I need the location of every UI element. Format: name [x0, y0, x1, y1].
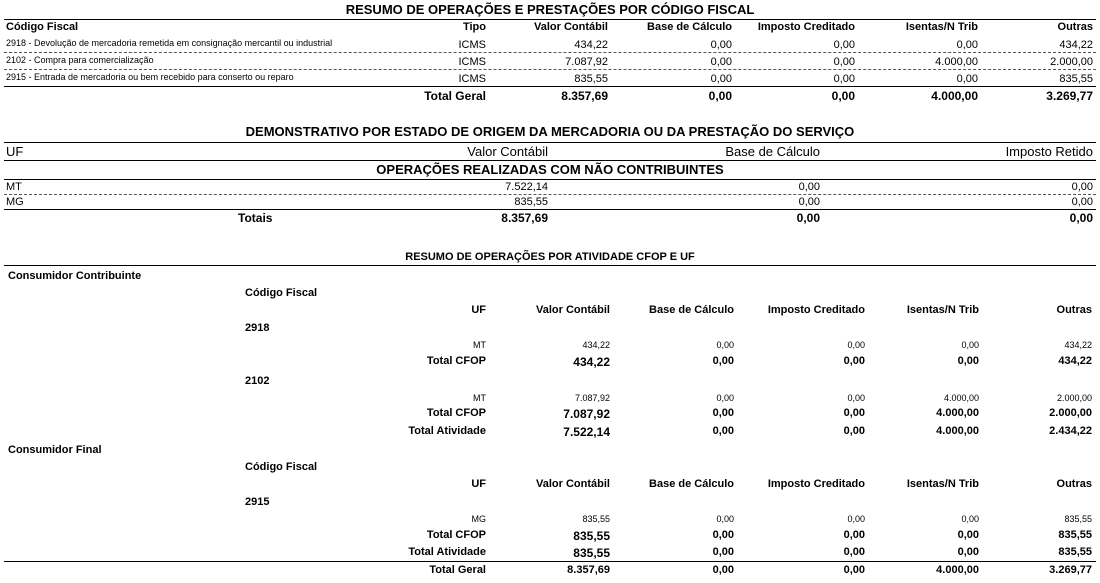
header-outras: Outras	[1057, 21, 1093, 33]
total-atividade-base: 0,00	[712, 546, 734, 558]
total-atividade-valor: 835,55	[573, 546, 610, 560]
total-atividade-isentas: 4.000,00	[936, 425, 979, 437]
cfop-row-outras: 434,22	[1064, 340, 1092, 350]
section3-title: RESUMO DE OPERAÇÕES POR ATIVIDADE CFOP E UF	[405, 251, 695, 263]
total-cfop-base: 0,00	[712, 407, 734, 419]
total-atividade-base: 0,00	[712, 425, 734, 437]
header-valor-contabil: Valor Contábil	[536, 478, 610, 490]
section2-subtitle: OPERAÇÕES REALIZADAS COM NÃO CONTRIBUINTES	[376, 162, 724, 177]
cfop-row-isentas: 4.000,00	[943, 393, 979, 403]
total-cfop-label: Total CFOP	[426, 355, 486, 367]
divider	[4, 19, 1096, 20]
uf-row-valor: 7.522,14	[505, 181, 548, 193]
total-cfop-outras: 835,55	[1058, 529, 1092, 541]
cfop-row-valor: 434,22	[582, 340, 610, 350]
cfop-code: 2918	[245, 322, 270, 334]
cfop-row-outras: 835,55	[1059, 73, 1093, 85]
cfop-row-base: 0,00	[716, 514, 734, 524]
header-valor-contabil: Valor Contábil	[536, 304, 610, 316]
cfop-row-tipo: ICMS	[458, 39, 486, 51]
header-valor-contabil: Valor Contábil	[467, 144, 548, 159]
cfop-code: 2915	[245, 496, 270, 508]
row-divider	[4, 52, 1096, 53]
cfop-row-imposto: 0,00	[847, 393, 865, 403]
header-base-calculo: Base de Cálculo	[725, 144, 820, 159]
cfop-row-uf: MT	[473, 340, 486, 350]
cfop-row-uf: MT	[473, 393, 486, 403]
cfop-row-imposto: 0,00	[847, 340, 865, 350]
total-cfop-outras: 2.000,00	[1049, 407, 1092, 419]
cfop-row-tipo: ICMS	[458, 73, 486, 85]
total-atividade-imposto: 0,00	[843, 425, 865, 437]
total-atividade-valor: 7.522,14	[563, 425, 610, 439]
total-geral-isentas: 4.000,00	[936, 564, 979, 576]
codigo-fiscal-label: Código Fiscal	[245, 461, 318, 473]
uf-row-imposto: 0,00	[1071, 196, 1093, 208]
total-geral-outras: 3.269,77	[1046, 89, 1093, 103]
total-cfop-imposto: 0,00	[843, 407, 865, 419]
total-atividade-label: Total Atividade	[408, 546, 486, 558]
cfop-row-base: 0,00	[716, 340, 734, 350]
totais-valor: 8.357,69	[501, 211, 548, 225]
header-base-calculo: Base de Cálculo	[649, 478, 734, 490]
divider	[4, 179, 1096, 180]
cfop-row-imposto: 0,00	[833, 56, 855, 68]
uf-row-uf: MT	[6, 181, 22, 193]
total-geral-outras: 3.269,77	[1049, 564, 1092, 576]
divider	[4, 209, 1096, 210]
cfop-row-imposto: 0,00	[833, 39, 855, 51]
totais-label: Totais	[238, 211, 273, 225]
total-cfop-label: Total CFOP	[426, 529, 486, 541]
cfop-row-imposto: 0,00	[833, 73, 855, 85]
cfop-row-tipo: ICMS	[458, 56, 486, 68]
cfop-row-desc: 2918 - Devolução de mercadoria remetida em consignação mercantil ou industrial	[6, 38, 333, 48]
header-imposto-creditado: Imposto Creditado	[767, 478, 865, 490]
divider	[4, 142, 1096, 143]
cfop-row-outras: 2.000,00	[1056, 393, 1092, 403]
header-outras: Outras	[1056, 478, 1092, 490]
header-isentas: Isentas/N Trib	[906, 478, 979, 490]
total-geral-isentas: 4.000,00	[931, 89, 978, 103]
section2-title: DEMONSTRATIVO POR ESTADO DE ORIGEM DA MERCADORIA OU DA PRESTAÇÃO DO SERVIÇO	[245, 124, 855, 139]
codigo-fiscal-label: Código Fiscal	[245, 287, 318, 299]
total-geral-imposto: 0,00	[831, 89, 855, 103]
cfop-row-valor: 7.087,92	[574, 393, 610, 403]
cfop-row-base: 0,00	[710, 56, 732, 68]
cfop-row-valor: 835,55	[582, 514, 610, 524]
divider	[4, 86, 1096, 87]
header-isentas: Isentas/N Trib	[905, 21, 978, 33]
cfop-row-isentas: 0,00	[961, 340, 979, 350]
cfop-row-outras: 835,55	[1064, 514, 1092, 524]
uf-row-uf: MG	[6, 196, 24, 208]
section1-title: RESUMO DE OPERAÇÕES E PRESTAÇÕES POR CÓDIGO FISCAL	[345, 2, 755, 17]
uf-row-base: 0,00	[798, 181, 820, 193]
cfop-row-base: 0,00	[710, 73, 732, 85]
total-cfop-valor: 434,22	[573, 355, 610, 369]
cfop-row-isentas: 0,00	[956, 73, 978, 85]
header-imposto-creditado: Imposto Creditado	[767, 304, 865, 316]
header-imposto-retido: Imposto Retido	[1005, 144, 1093, 159]
cfop-row-isentas: 4.000,00	[935, 56, 978, 68]
header-base-calculo: Base de Cálculo	[649, 304, 734, 316]
cfop-row-isentas: 0,00	[961, 514, 979, 524]
cfop-row-valor: 7.087,92	[565, 56, 608, 68]
total-cfop-base: 0,00	[712, 355, 734, 367]
header-tipo: Tipo	[462, 21, 486, 33]
row-divider	[4, 69, 1096, 70]
total-cfop-valor: 7.087,92	[563, 407, 610, 421]
cfop-row-desc: 2915 - Entrada de mercadoria ou bem recebido para conserto ou reparo	[6, 72, 294, 82]
uf-row-imposto: 0,00	[1071, 181, 1093, 193]
header-codigo-fiscal: Código Fiscal	[6, 21, 79, 33]
cfop-row-outras: 434,22	[1059, 39, 1093, 51]
header-base-calculo: Base de Cálculo	[647, 21, 732, 33]
row-divider	[4, 194, 1096, 195]
header-uf: UF	[6, 144, 24, 159]
group-title: Consumidor Final	[8, 444, 102, 456]
cfop-row-outras: 2.000,00	[1050, 56, 1093, 68]
total-atividade-outras: 2.434,22	[1049, 425, 1092, 437]
total-cfop-base: 0,00	[712, 529, 734, 541]
cfop-code: 2102	[245, 375, 270, 387]
total-atividade-isentas: 0,00	[957, 546, 979, 558]
divider	[4, 160, 1096, 161]
divider	[4, 265, 1096, 266]
total-geral-base: 0,00	[712, 564, 734, 576]
cfop-row-valor: 434,22	[574, 39, 608, 51]
total-geral-valor: 8.357,69	[561, 89, 608, 103]
header-imposto-creditado: Imposto Creditado	[757, 21, 855, 33]
cfop-row-base: 0,00	[716, 393, 734, 403]
header-uf: UF	[471, 304, 486, 316]
cfop-row-isentas: 0,00	[956, 39, 978, 51]
total-geral-label: Total Geral	[429, 564, 486, 576]
group-title: Consumidor Contribuinte	[8, 270, 142, 282]
cfop-row-valor: 835,55	[574, 73, 608, 85]
total-atividade-label: Total Atividade	[408, 425, 486, 437]
total-cfop-isentas: 4.000,00	[936, 407, 979, 419]
total-cfop-isentas: 0,00	[957, 529, 979, 541]
header-outras: Outras	[1056, 304, 1092, 316]
total-cfop-valor: 835,55	[573, 529, 610, 543]
total-cfop-outras: 434,22	[1058, 355, 1092, 367]
total-geral-base: 0,00	[708, 89, 732, 103]
total-cfop-isentas: 0,00	[957, 355, 979, 367]
total-geral-imposto: 0,00	[843, 564, 865, 576]
totais-imposto: 0,00	[1069, 211, 1093, 225]
uf-row-base: 0,00	[798, 196, 820, 208]
header-isentas: Isentas/N Trib	[906, 304, 979, 316]
total-cfop-imposto: 0,00	[843, 355, 865, 367]
header-uf: UF	[471, 478, 486, 490]
total-geral-valor: 8.357,69	[567, 564, 610, 576]
totais-base: 0,00	[796, 211, 820, 225]
header-valor-contabil: Valor Contábil	[534, 21, 608, 33]
total-atividade-outras: 835,55	[1058, 546, 1092, 558]
total-atividade-imposto: 0,00	[843, 546, 865, 558]
total-geral-label: Total Geral	[424, 89, 486, 103]
divider	[4, 561, 1096, 562]
cfop-row-uf: MG	[471, 514, 486, 524]
cfop-row-base: 0,00	[710, 39, 732, 51]
uf-row-valor: 835,55	[514, 196, 548, 208]
cfop-row-imposto: 0,00	[847, 514, 865, 524]
cfop-row-desc: 2102 - Compra para comercialização	[6, 55, 154, 65]
total-cfop-label: Total CFOP	[426, 407, 486, 419]
total-cfop-imposto: 0,00	[843, 529, 865, 541]
